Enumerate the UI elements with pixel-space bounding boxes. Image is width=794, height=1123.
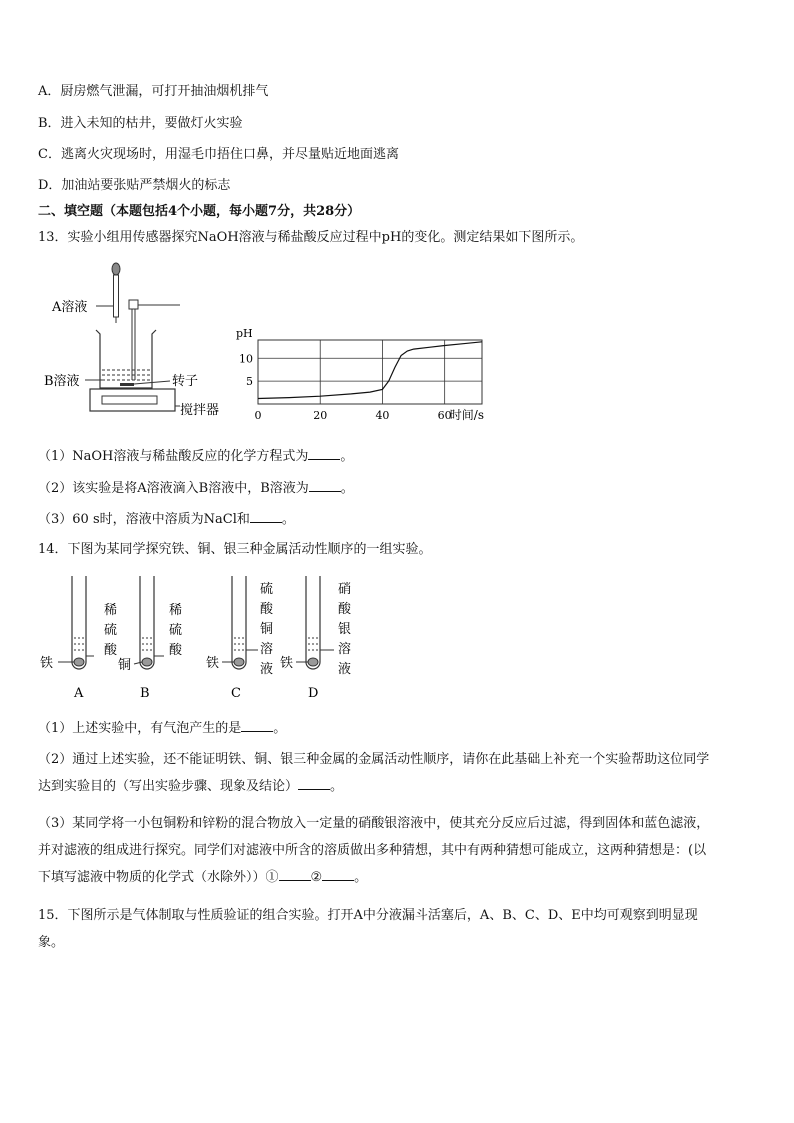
q13-sub2-blank[interactable]	[309, 479, 341, 492]
x-axis-title: 时间/s	[449, 408, 484, 422]
q13-sub3-end: 。	[281, 512, 295, 527]
tube-b-metal: 铜	[118, 658, 132, 673]
beaker	[96, 330, 156, 388]
q15-line1: 15．下图所示是气体制取与性质验证的组合实验。打开A中分液漏斗活塞后，A、B、C、D、E中均可观察到明显现	[38, 908, 698, 923]
q14-sub1	[38, 719, 286, 738]
q14-sub1-end: 。	[273, 721, 287, 736]
label-stirrer: 搅拌器	[180, 403, 220, 418]
q13-stem: 13．实验小组用传感器探究NaOH溶液与稀盐酸反应过程中pH的变化。测定结果如下图所示。	[38, 230, 584, 245]
tube-d	[296, 576, 334, 669]
q13-apparatus-figure	[40, 260, 240, 425]
q14-sub3-text: 下填写滤液中物质的化学式（水除外））①	[38, 870, 279, 885]
section-title: 二、填空题（本题包括4个小题，每小题7分，共28分）	[38, 204, 361, 219]
q14-sub3-end: 。	[354, 870, 368, 885]
tube-d-solution-c2: 酸	[338, 602, 352, 617]
q13-sub3	[38, 510, 295, 529]
tube-c-solution-c2: 酸	[260, 602, 274, 617]
dropper-tube	[114, 275, 119, 317]
tube-b	[134, 576, 164, 669]
q14-sub2-line1: （2）通过上述实验，还不能证明铁、铜、银三种金属的金属活动性顺序，请你在此基础上补充一个实验帮助这位同学	[38, 752, 710, 767]
tube-c-solution-c3: 铜	[260, 622, 274, 637]
tube-b-solution-c3: 酸	[169, 643, 183, 658]
tube-a-solution-c3: 酸	[104, 643, 118, 658]
tube-c-solution-c1: 硫	[260, 582, 274, 597]
tube-b-solution-c2: 硫	[169, 623, 183, 638]
tube-a-letter: A	[74, 686, 84, 701]
q14-sub3-blank1[interactable]	[279, 868, 311, 881]
ph-sensor-head	[129, 300, 138, 309]
y-tick-label: 10	[239, 352, 253, 366]
tube-b-letter: B	[140, 686, 150, 701]
dropper-bulb	[112, 263, 120, 275]
q14-test-tubes-figure	[36, 570, 366, 705]
option-b: B．进入未知的枯井，要做灯火实验	[38, 116, 243, 131]
tube-d-metal: 铁	[280, 656, 294, 671]
q14-sub2-text: 达到实验目的（写出实验步骤、现象及结论）	[38, 779, 299, 794]
tube-c-letter: C	[231, 686, 241, 701]
tube-b-solution-c1: 稀	[169, 603, 183, 618]
q14-sub3	[38, 810, 758, 891]
q15	[38, 902, 758, 956]
option-d: D．加油站要张贴严禁烟火的标志	[38, 178, 231, 193]
q13-sub3-text: （3）60 s时，溶液中溶质为NaCl和	[38, 512, 250, 527]
q13-sub1-text: （1）NaOH溶液与稀盐酸反应的化学方程式为	[38, 449, 309, 464]
q14-sub3-blank2[interactable]	[322, 868, 354, 881]
q13-sub2-end: 。	[340, 481, 354, 496]
q14-sub1-text: （1）上述实验中，有气泡产生的是	[38, 721, 242, 736]
q14-sub3-line3	[38, 864, 758, 891]
y-tick-label: 5	[246, 375, 253, 389]
q14-sub2	[38, 746, 758, 800]
x-tick-label: 60	[437, 409, 452, 422]
q13-sub1-end: 。	[340, 449, 354, 464]
ph-series-line	[258, 342, 482, 399]
q14-sub2-blank[interactable]	[298, 777, 330, 790]
tube-a-solution-c2: 硫	[104, 623, 118, 638]
x-tick-label: 0	[254, 409, 262, 422]
tube-c-solution-c4: 溶	[260, 642, 274, 657]
q13-sub3-blank[interactable]	[250, 510, 282, 523]
x-tick-label: 20	[313, 409, 328, 422]
tube-a-solution-c1: 稀	[104, 603, 118, 618]
tube-d-solution-c5: 液	[338, 662, 352, 677]
q14-sub3-mid: ②	[310, 870, 323, 885]
tube-d-letter: D	[308, 686, 319, 701]
label-rotor: 转子	[172, 374, 199, 389]
tube-d-solution-c3: 银	[338, 622, 352, 637]
label-b-solution: B溶液	[44, 374, 80, 389]
q13-sub1-blank[interactable]	[308, 447, 340, 460]
q14-sub3-line1: （3）某同学将一小包铜粉和锌粉的混合物放入一定量的硝酸银溶液中，使其充分反应后过滤，得到固体和蓝色滤液，	[38, 816, 710, 831]
tube-a	[58, 576, 94, 669]
option-c: C．逃离火灾现场时，用湿毛巾捂住口鼻，并尽量贴近地面逃离	[38, 147, 399, 162]
q14-sub2-line2	[38, 773, 758, 800]
tube-d-solution-c4: 溶	[338, 642, 352, 657]
ph-time-chart	[232, 322, 507, 430]
q14-sub1-blank[interactable]	[241, 719, 273, 732]
label-a-solution: A溶液	[52, 300, 88, 315]
q14-stem: 14．下图为某同学探究铁、铜、银三种金属活动性顺序的一组实验。	[38, 542, 432, 557]
x-tick-label: 40	[375, 409, 390, 422]
tube-c-solution-c5: 液	[260, 662, 274, 677]
tube-d-solution-c1: 硝	[338, 582, 352, 597]
tube-c	[222, 576, 258, 669]
q14-sub2-end: 。	[330, 779, 344, 794]
q13-sub2-text: （2）该实验是将A溶液滴入B溶液中，B溶液为	[38, 481, 309, 496]
q15-line2: 象。	[38, 935, 65, 950]
tube-c-metal: 铁	[206, 656, 220, 671]
q13-sub1	[38, 447, 353, 466]
option-a: A．厨房燃气泄漏，可打开抽油烟机排气	[38, 84, 269, 99]
rotor	[120, 383, 134, 386]
q13-sub2	[38, 479, 354, 498]
tube-a-metal: 铁	[40, 656, 54, 671]
q14-sub3-line2: 并对滤液的组成进行探究。同学们对滤液中所含的溶质做出多种猜想，其中有两种猜想可能成立，这两种猜想是：(以	[38, 843, 707, 858]
y-axis-title: pH	[236, 327, 253, 340]
chart-frame	[258, 340, 482, 404]
